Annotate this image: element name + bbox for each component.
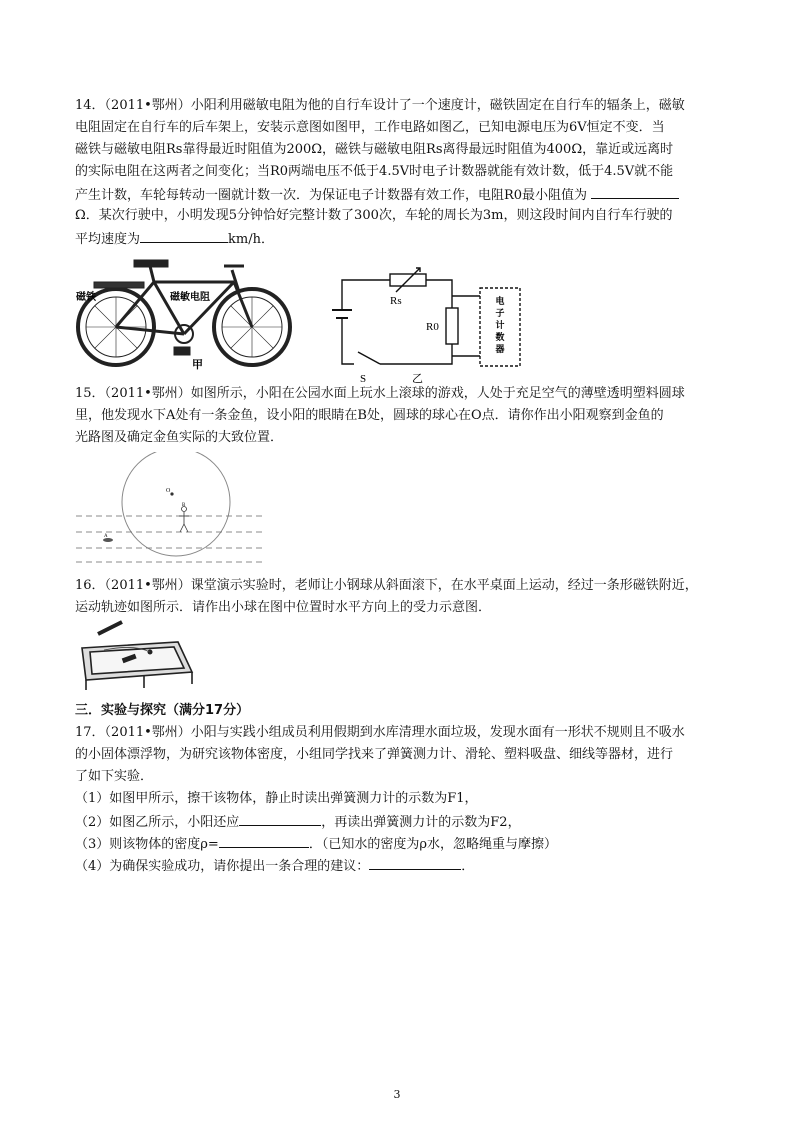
q14-line-7-text: 平均速度为 (75, 232, 141, 247)
q14-line-2: 电阻固定在自行车的后车架上，安装示意图如图甲，工作电路如图乙，已知电源电压为6V恒定不变．当 (75, 120, 665, 135)
q14-line-5 (75, 184, 679, 206)
center-point-o (170, 492, 173, 495)
q14-line-4: 的实际电阻在这两者之间变化；当R0两端电压不低于4.5V时电子计数器就能有效计数，低于4.5V就不能 (75, 164, 674, 179)
q14-line-6: Ω．某次行驶中，小明发现5分钟恰好完整计数了300次，车轮的周长为3m，则这段时间内自行车行驶的 (75, 208, 673, 223)
counter-char-3: 计 (495, 321, 505, 331)
switch-label: S (360, 373, 367, 385)
answer-blank-step[interactable] (239, 811, 321, 826)
answer-blank-r0[interactable] (591, 184, 679, 199)
q17-line-2: 的小固体漂浮物，为研究该物体密度，小组同学找来了弹簧测力计、滑轮、塑料吸盘、细线等器材，进行 (75, 747, 674, 762)
plastic-ball (122, 452, 230, 556)
q17-step-4-text-2: ． (461, 859, 475, 874)
steel-ball (148, 650, 153, 655)
bicycle-figure (74, 252, 296, 372)
counter-char-1: 电 (495, 297, 505, 307)
q15-line-2: 里，他发现水下A处有一条金鱼，设小阳的眼睛在B处，圆球的球心在O点．请你作出小阳观察到金鱼的 (75, 408, 664, 423)
bike-magnet-label: 磁铁 (76, 292, 96, 303)
q14-line-1: 14．（2011•鄂州）小阳利用磁敏电阻为他的自行车设计了一个速度计，磁铁固定在自行车的辐条上，磁敏 (75, 98, 685, 113)
answer-blank-speed[interactable] (140, 228, 228, 243)
q14-line-3: 磁铁与磁敏电阻Rs靠得最近时阻值为200Ω，磁铁与磁敏电阻Rs离得最远时阻值为400Ω，靠近或远离时 (75, 142, 674, 157)
person-figure (179, 507, 189, 533)
q14-line-7-unit: km/h． (228, 232, 274, 247)
bike-sensor-label: 磁敏电阻 (170, 292, 210, 303)
q17-step-4 (75, 855, 474, 877)
q17-step-3-text: （3）则该物体的密度ρ= (75, 837, 219, 852)
q17-line-3: 了如下实验． (75, 769, 154, 784)
counter-char-2: 子 (495, 309, 505, 319)
r0-label: R0 (426, 321, 439, 333)
q17-step-2-text-2: ，再读出弹簧测力计的示数为F2， (321, 815, 521, 830)
q17-step-4-text: （4）为确保实验成功，请你提出一条合理的建议： (75, 859, 370, 874)
page-number: 3 (393, 1088, 401, 1101)
b-label: B (182, 503, 186, 508)
table-ramp-figure (74, 620, 196, 692)
o-label: O (166, 488, 171, 494)
q17-step-2-text: （2）如图乙所示，小阳还应 (75, 815, 240, 830)
a-label: A (104, 534, 108, 539)
q17-step-3 (75, 833, 557, 855)
answer-blank-density[interactable] (219, 833, 309, 848)
r0-resistor (446, 308, 458, 344)
counter-char-4: 数 (495, 333, 505, 343)
q16-line-2: 运动轨迹如图所示．请作出小球在图中位置时水平方向上的受力示意图． (75, 600, 492, 615)
q17-step-2 (75, 811, 521, 833)
q14-line-5-text: 产生计数，车轮每转动一圈就计数一次．为保证电子计数器有效工作，电阻R0最小阻值为 (75, 188, 588, 203)
q16-line-1: 16．（2011•鄂州）课堂演示实验时，老师让小钢球从斜面滚下，在水平桌面上运动，经过一条形磁铁附近， (75, 578, 698, 593)
figure-yi-label: 乙 (412, 372, 423, 385)
circuit-figure (328, 252, 528, 388)
q17-step-1: （1）如图甲所示，擦干该物体，静止时读出弹簧测力计的示数为F1， (75, 791, 478, 806)
q14-line-7 (75, 228, 274, 250)
q15-line-3: 光路图及确定金鱼实际的大致位置． (75, 430, 284, 445)
figure-jia-label: 甲 (192, 358, 203, 371)
counter-char-5: 器 (495, 345, 505, 355)
q15-line-1: 15．（2011•鄂州）如图所示，小阳在公园水面上玩水上滚球的游戏，人处于充足空气的薄壁透明塑料圆球 (75, 386, 685, 401)
q17-step-3-text-2: ．（已知水的密度为ρ水，忽略绳重与摩擦） (308, 837, 557, 852)
ramp (98, 622, 122, 634)
rs-label: Rs (390, 295, 402, 307)
q17-line-1: 17．（2011•鄂州）小阳与实践小组成员利用假期到水库清理水面垃圾，发现水面有一形状不规则且不吸水 (75, 725, 685, 740)
answer-blank-suggestion[interactable] (369, 855, 461, 870)
section-title: 三．实验与探究（满分17分） (75, 703, 250, 718)
water-ball-figure (76, 452, 266, 570)
